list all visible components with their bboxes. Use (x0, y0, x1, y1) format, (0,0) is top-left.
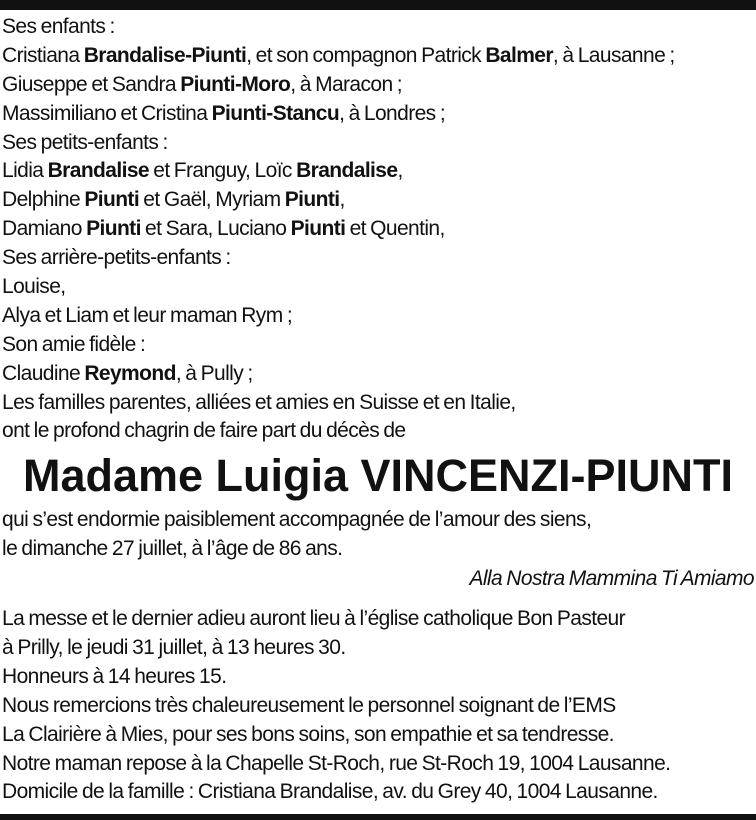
bottom-border-rule (0, 814, 756, 820)
family-line: Alya et Liam et leur maman Rym ; (2, 303, 293, 327)
given-names: Giuseppe et Sandra (2, 72, 181, 96)
surname: Reymond (84, 361, 176, 385)
passing-text (2, 506, 754, 564)
family-list (2, 13, 754, 446)
dedication-quote: Alla Nostra Mammina Ti Amiamo (469, 567, 754, 591)
place-text: , à Londres ; (339, 101, 446, 125)
family-line: Son amie fidèle : (2, 332, 146, 356)
details-line: Honneurs à 14 heures 15. (2, 664, 227, 688)
given-names: Damiano (2, 217, 87, 241)
given-names: Lidia (2, 159, 48, 183)
surname: Piunti-Stancu (211, 101, 340, 125)
family-line (2, 360, 754, 389)
given-names: Claudine (2, 361, 85, 385)
connector-text: , et son compagnon Patrick (246, 43, 486, 67)
given-names: Delphine (2, 188, 85, 212)
surname: Balmer (485, 43, 553, 67)
family-line (2, 186, 754, 215)
details-line: Domicile de la famille : Cristiana Brandalise, av. du Grey 40, 1004 Lausanne. (2, 780, 658, 804)
family-line: Ses enfants : (2, 15, 115, 38)
family-line: Louise, (2, 275, 66, 299)
surname: Piunti-Moro (180, 72, 291, 96)
given-names: Massimiliano et Cristina (2, 101, 212, 125)
punctuation: , (397, 159, 403, 183)
family-line: Ses petits-enfants : (2, 130, 168, 154)
details-line: Notre maman repose à la Chapelle St-Roch, rue St-Roch 19, 1004 Lausanne. (2, 751, 671, 775)
details-line: à Prilly, le jeudi 31 juillet, à 13 heures 30. (2, 636, 346, 660)
family-line (2, 215, 754, 244)
connector-text: et Quentin, (345, 217, 445, 241)
connector-text: et Sara, Luciano (140, 217, 291, 241)
surname: Piunti (84, 188, 140, 212)
family-line (2, 100, 754, 129)
surname: Piunti (86, 217, 141, 241)
family-line: Les familles parentes, alliées et amies en Suisse et en Italie, (2, 390, 516, 414)
surname: Brandalise (296, 159, 398, 183)
family-line (2, 157, 754, 186)
details-line: Nous remercions très chaleureusement le personnel soignant de l’EMS (2, 693, 616, 717)
family-line (2, 42, 754, 71)
family-line: ont le profond chagrin de faire part du décès de (2, 419, 406, 443)
passing-line: qui s’est endormie paisiblement accompagnée de l’amour des siens, (2, 508, 592, 532)
connector-text: et Gaël, Myriam (139, 188, 285, 212)
place-text: , à Maracon ; (290, 72, 403, 96)
deceased-name-heading: Madame Luigia VINCENZI-PIUNTI (22, 450, 734, 502)
surname: Piunti (290, 217, 346, 241)
given-names: Cristiana (2, 43, 84, 67)
connector-text: et Franguy, Loïc (149, 159, 297, 183)
place-text: , à Pully ; (175, 361, 253, 385)
family-line (2, 71, 754, 100)
passing-line: le dimanche 27 juillet, à l’âge de 86 ans. (2, 537, 343, 561)
paragraph-gap (2, 593, 754, 605)
surname: Brandalise (47, 159, 149, 183)
surname: Piunti (284, 188, 340, 212)
details-line: La messe et le dernier adieu auront lieu à l’église catholique Bon Pasteur (2, 607, 626, 631)
top-border-rule (0, 0, 756, 10)
ceremony-details (2, 605, 754, 807)
details-line: La Clairière à Mies, pour ses bons soins, son empathie et sa tendresse. (2, 722, 614, 746)
punctuation: , (339, 188, 345, 212)
surname: Brandalise-Piunti (83, 43, 247, 67)
obituary-notice (2, 13, 754, 807)
family-line: Ses arrière-petits-enfants : (2, 246, 231, 270)
place-text: , à Lausanne ; (552, 43, 675, 67)
